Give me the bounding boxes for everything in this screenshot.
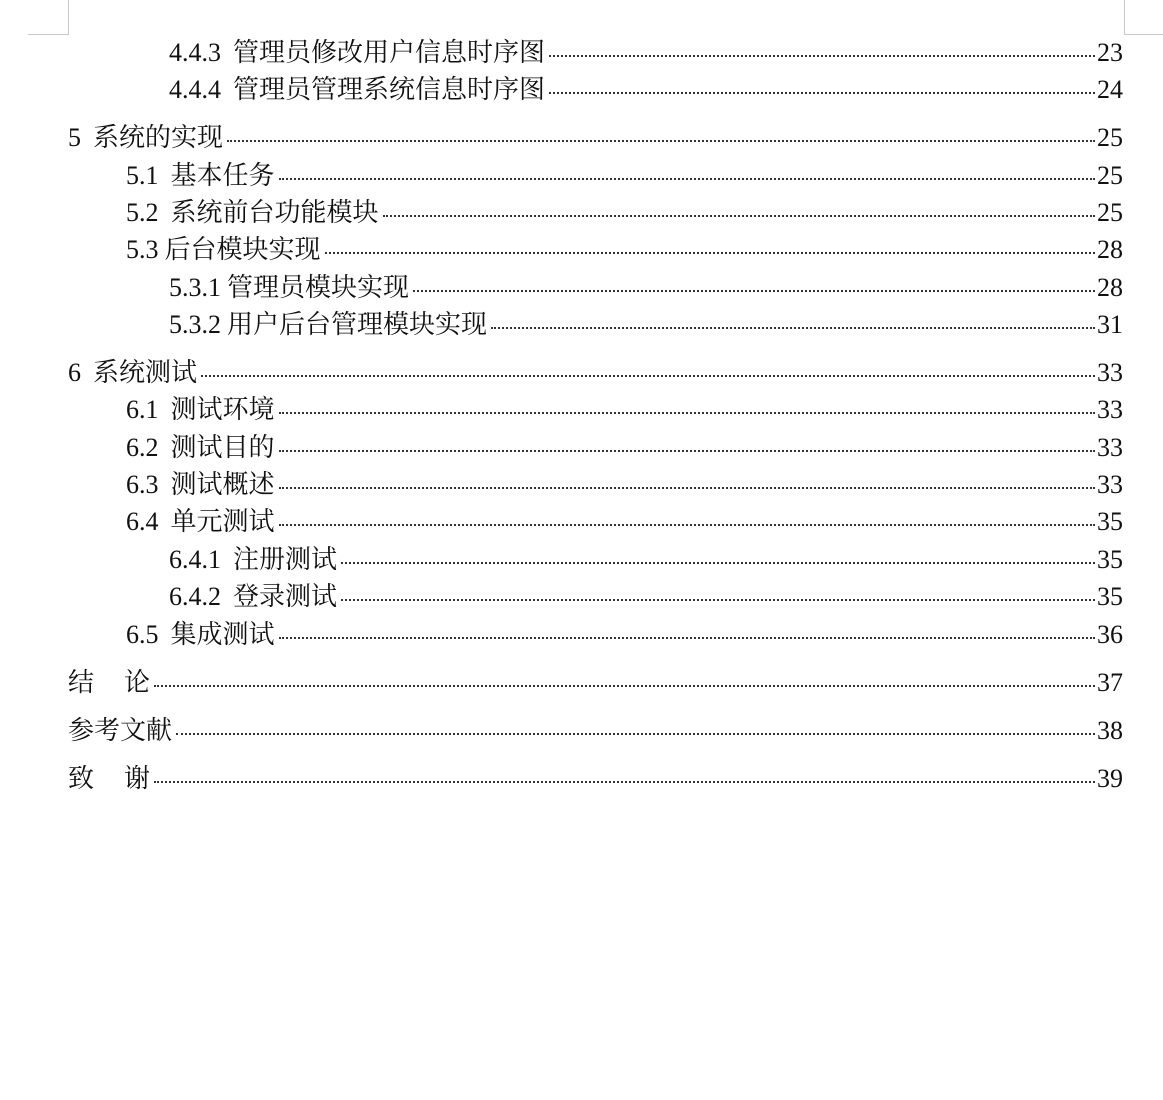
toc-entry-number: 6.4.2	[169, 582, 221, 611]
toc-dot-leader	[227, 140, 1095, 142]
toc-entry-page: 37	[1097, 668, 1123, 697]
toc-entry-5-3[interactable]	[126, 233, 1123, 267]
toc-entry-5[interactable]	[68, 121, 1123, 155]
toc-entry-page: 28	[1097, 273, 1123, 302]
toc-entry-number: 5.2	[126, 198, 159, 227]
toc-entry-6-4-2[interactable]	[169, 580, 1123, 614]
toc-dot-leader	[176, 733, 1095, 735]
toc-entry-page: 38	[1097, 716, 1123, 745]
toc-entry-page: 35	[1097, 582, 1123, 611]
toc-entry-number: 5.3.1	[169, 273, 221, 302]
toc-dot-leader	[154, 781, 1095, 783]
toc-entry-number: 4.4.3	[169, 38, 221, 67]
toc-entry-page: 35	[1097, 507, 1123, 536]
toc-entry-number: 5.1	[126, 161, 159, 190]
toc-entry-5-3-1[interactable]	[169, 271, 1123, 305]
toc-dot-leader	[201, 375, 1095, 377]
toc-dot-leader	[549, 92, 1095, 94]
toc-entry-6[interactable]	[68, 356, 1123, 390]
toc-entry-number: 6.5	[126, 620, 159, 649]
toc-entry-6-1[interactable]	[126, 393, 1123, 427]
toc-entry-number: 5.3.2	[169, 310, 221, 339]
toc-entry-conclusion[interactable]	[68, 666, 1123, 700]
toc-entry-page: 25	[1097, 161, 1123, 190]
toc-dot-leader	[549, 55, 1095, 57]
toc-entry-title: 测试目的	[170, 433, 275, 463]
toc-entry-number: 6.3	[126, 470, 159, 499]
toc-entry-number: 6	[68, 358, 81, 387]
toc-entry-title: 结论	[68, 668, 181, 698]
toc-entry-number: 6.1	[126, 395, 159, 424]
toc-entry-number: 4.4.4	[169, 75, 221, 104]
toc-entry-5-3-2[interactable]	[169, 308, 1123, 342]
toc-entry-number: 6.4.1	[169, 545, 221, 574]
toc-dot-leader	[279, 637, 1095, 639]
toc-entry-page: 33	[1097, 470, 1123, 499]
toc-entry-title: 测试概述	[170, 470, 275, 500]
toc-entry-title: 后台模块实现	[164, 235, 321, 265]
toc-dot-leader	[279, 487, 1095, 489]
toc-entry-6-2[interactable]	[126, 431, 1123, 465]
toc-entry-title: 基本任务	[170, 161, 275, 191]
toc-entry-6-4[interactable]	[126, 505, 1123, 539]
toc-dot-leader	[341, 599, 1095, 601]
toc-entry-title: 参考文献	[68, 716, 173, 746]
toc-dot-leader	[154, 685, 1095, 687]
toc-entry-page: 33	[1097, 433, 1123, 462]
toc-entry-6-3[interactable]	[126, 468, 1123, 502]
toc-entry-title: 注册测试	[233, 545, 338, 575]
toc-dot-leader	[279, 524, 1095, 526]
toc-dot-leader	[341, 562, 1095, 564]
toc-entry-title: 管理员管理系统信息时序图	[233, 75, 546, 105]
toc-entry-page: 25	[1097, 123, 1123, 152]
toc-entry-page: 25	[1097, 198, 1123, 227]
toc-entry-number: 5	[68, 123, 81, 152]
toc-entry-6-4-1[interactable]	[169, 543, 1123, 577]
crop-mark-top-right	[1124, 0, 1163, 35]
toc-entry-number: 5.3	[126, 235, 159, 264]
toc-entry-page: 39	[1097, 764, 1123, 793]
toc-dot-leader	[279, 178, 1095, 180]
toc-entry-5-2[interactable]	[126, 196, 1123, 230]
toc-entry-4-4-3[interactable]	[169, 36, 1123, 70]
toc-entry-page: 23	[1097, 38, 1123, 67]
toc-entry-page: 33	[1097, 395, 1123, 424]
toc-dot-leader	[279, 412, 1095, 414]
toc-dot-leader	[491, 327, 1095, 329]
crop-mark-top-left	[28, 0, 69, 35]
toc-entry-title: 用户后台管理模块实现	[227, 310, 488, 340]
toc-entry-number: 6.2	[126, 433, 159, 462]
toc-entry-page: 36	[1097, 620, 1123, 649]
toc-entry-5-1[interactable]	[126, 159, 1123, 193]
toc-entry-title: 单元测试	[170, 507, 275, 537]
toc-entry-page: 31	[1097, 310, 1123, 339]
toc-entry-acknowledgements[interactable]	[68, 762, 1123, 796]
toc-entry-title: 致谢	[68, 764, 181, 794]
toc-entry-title: 管理员模块实现	[227, 273, 410, 303]
toc-entry-6-5[interactable]	[126, 618, 1123, 652]
toc-entry-number: 6.4	[126, 507, 159, 536]
toc-entry-title: 集成测试	[170, 620, 275, 650]
toc-entry-title: 系统测试	[93, 358, 198, 388]
toc-entry-page: 35	[1097, 545, 1123, 574]
toc-entry-title: 系统的实现	[93, 123, 224, 153]
toc-entry-title: 系统前台功能模块	[170, 198, 379, 228]
toc-entry-page: 24	[1097, 75, 1123, 104]
toc-entry-4-4-4[interactable]	[169, 73, 1123, 107]
toc-dot-leader	[413, 290, 1095, 292]
toc-dot-leader	[325, 252, 1095, 254]
toc-entry-title: 登录测试	[233, 582, 338, 612]
toc-entry-title: 管理员修改用户信息时序图	[233, 38, 546, 68]
toc-entry-page: 28	[1097, 235, 1123, 264]
toc-dot-leader	[279, 450, 1095, 452]
toc-entry-page: 33	[1097, 358, 1123, 387]
toc-entry-title: 测试环境	[170, 395, 275, 425]
toc-dot-leader	[383, 215, 1095, 217]
toc-entry-references[interactable]	[68, 714, 1123, 748]
